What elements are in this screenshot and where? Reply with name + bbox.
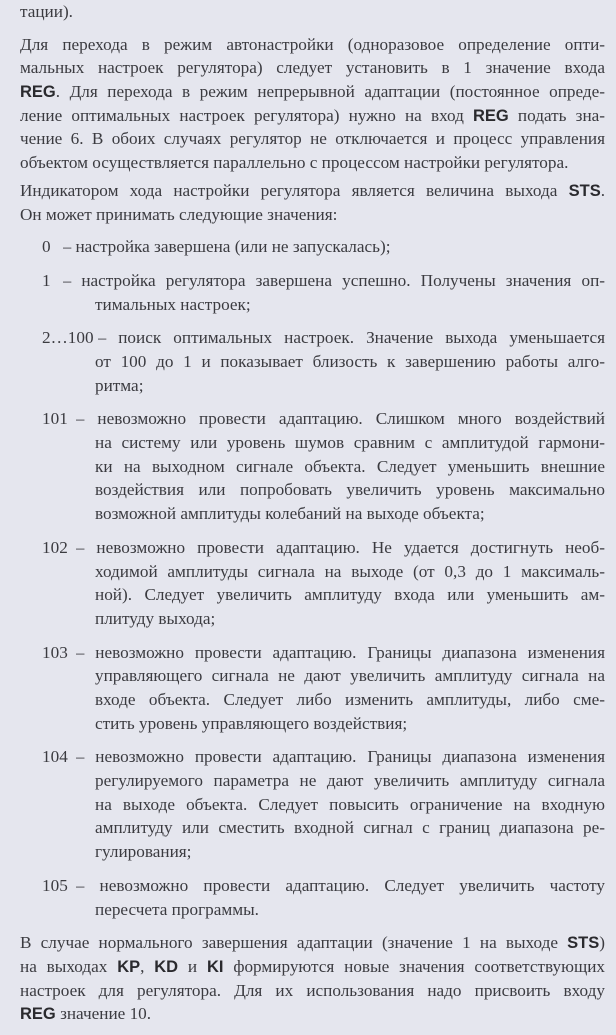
text-line [20,151,605,175]
paragraph [20,931,605,1026]
text-line [76,536,605,560]
text-segment: ки на выходном сигнале объекта. Следует уменьшить внешние [95,456,605,476]
status-value-item [42,745,605,863]
text-segment: чение 6. В обоих случаях регулятор не отключается и процесс управления [20,129,605,149]
paragraph [20,0,605,24]
status-value-number: 0 [42,237,51,257]
status-value-item [42,326,605,397]
text-segment: от 100 до 1 и показывает близость к завершению работы алго- [95,351,605,371]
text-segment: гулирования; [95,842,192,862]
text-segment: регулируемого параметра не дают увеличить амплитуду сигнала [95,771,605,791]
status-value-number: 103 [42,642,68,662]
text-segment: ходимой амплитуды сигнала на выходе (от 0,3 до 1 максималь- [95,561,605,581]
text-line [95,712,605,736]
status-value-number: 101 [42,409,68,429]
text-line [20,203,605,227]
text-line [95,374,605,398]
text-line [20,33,605,57]
text-segment: – невозможно провести адаптацию. Не удается достигнуть необ- [75,537,605,557]
status-value-number: 102 [42,537,68,557]
status-value-number: 2…100 [42,328,94,348]
status-value-number: 105 [42,875,68,895]
text-segment: Он может принимать следующие значения: [20,204,338,224]
text-line [95,583,605,607]
text-line [95,431,605,455]
text-segment: – невозможно провести адаптацию. Границы диапазона изменения [75,747,605,767]
text-segment: ной). Следует увеличить амплитуду входа или уменьшить ам- [95,585,605,605]
signal-name: KP [117,957,141,976]
document-page [20,0,605,1035]
text-segment: формируются новые значения соответствующих [223,956,605,976]
text-line [95,688,605,712]
text-segment: – невозможно провести адаптацию. Следует увеличить частоту [75,875,605,895]
text-line [20,80,605,104]
text-line [95,664,605,688]
text-line [95,350,605,374]
text-segment: и [178,956,207,976]
text-segment: Для перехода в режим автонастройки (одноразовое определение опти- [20,34,605,54]
status-value-item [42,641,605,736]
text-segment: тации). [20,2,73,21]
status-value-item [42,407,605,525]
text-line [20,56,605,80]
text-line [95,502,605,526]
status-value-number: 1 [42,270,51,290]
text-segment: пересчета программы. [95,899,259,919]
signal-name: REG [20,1005,56,1024]
text-line [20,0,605,24]
text-line [20,931,605,955]
text-line [95,840,605,864]
text-segment: подать зна- [508,105,605,125]
text-segment: мальных настроек регулятора) следует установить в 1 значение входа [20,58,605,78]
text-segment: – настройка регулятора завершена успешно. Получены значения оп- [62,270,605,290]
text-line [95,607,605,631]
text-segment: на систему или уровень шумов сравним с амплитудой гармони- [95,433,605,453]
text-line [95,455,605,479]
text-segment: плитуду выхода; [95,608,216,628]
signal-name: KD [154,957,179,976]
text-line [95,560,605,584]
status-value-item [42,235,605,259]
text-line [95,293,605,317]
text-segment: амплитуду или сместить входной сигнал с границ диапазона ре- [95,818,605,838]
text-line [20,1002,605,1026]
text-segment: . [600,180,605,200]
text-line [20,979,605,1003]
signal-name: KI [206,957,224,976]
text-segment: объектом осуществляется параллельно с процессом настройки регулятора. [20,153,569,173]
text-line [20,955,605,979]
text-segment: тимальных настроек; [95,294,251,314]
signal-name: REG [473,106,509,125]
text-segment: , [140,956,155,976]
text-segment: воздействия или попробовать увеличить уровень максимально [95,480,605,500]
text-line [63,235,605,259]
text-segment: входе объекта. Следует либо изменить амплитуды, либо сме- [95,689,605,709]
text-line [95,478,605,502]
signal-name: REG [20,83,56,102]
paragraph [20,33,605,175]
text-line [98,326,605,350]
text-segment: настроек для регулятора. Для их использования надо присвоить входу [20,980,605,1000]
status-value-item [42,269,605,316]
text-segment: стить уровень управляющего воздействия; [95,713,408,733]
text-segment: ритма; [95,375,144,395]
status-value-item [42,874,605,921]
text-line [63,269,605,293]
text-segment: – невозможно провести адаптацию. Границы диапазона изменения [75,642,605,662]
signal-name: STS [567,934,600,953]
text-segment: на выходах [20,956,118,976]
text-segment: возможной амплитуды колебаний на выходе объекта; [95,504,485,524]
text-segment: ление оптимальных настроек регулятора) нужно на вход [20,105,474,125]
text-line [76,745,605,769]
text-line [95,769,605,793]
text-line [20,104,605,128]
text-segment: Индикатором хода настройки регулятора является величина выхода [20,180,569,200]
text-line [20,127,605,151]
text-segment: – настройка завершена (или не запускалась); [62,237,391,257]
text-segment: на выходе объекта. Следует повысить ограничение на входную [95,794,605,814]
text-line [95,816,605,840]
text-segment: В случае нормального завершения адаптации (значение 1 на выходе [20,933,568,953]
text-line [20,179,605,203]
text-segment: – поиск оптимальных настроек. Значение выхода уменьшается [97,328,605,348]
signal-name: STS [568,181,601,200]
text-line [95,898,605,922]
paragraph [20,179,605,226]
text-line [95,793,605,817]
text-segment: – невозможно провести адаптацию. Слишком много воздействий [75,409,605,429]
text-line [76,407,605,431]
text-segment: значение 10. [55,1004,152,1024]
status-value-item [42,536,605,631]
text-segment: управляющего сигнала не дают увеличить амплитуду сигнала на [95,666,605,686]
text-line [76,641,605,665]
text-segment: ) [599,933,605,953]
status-value-number: 104 [42,747,68,767]
text-line [76,874,605,898]
text-segment: . Для перехода в режим непрерывной адаптации (постоянное опреде- [55,82,605,102]
